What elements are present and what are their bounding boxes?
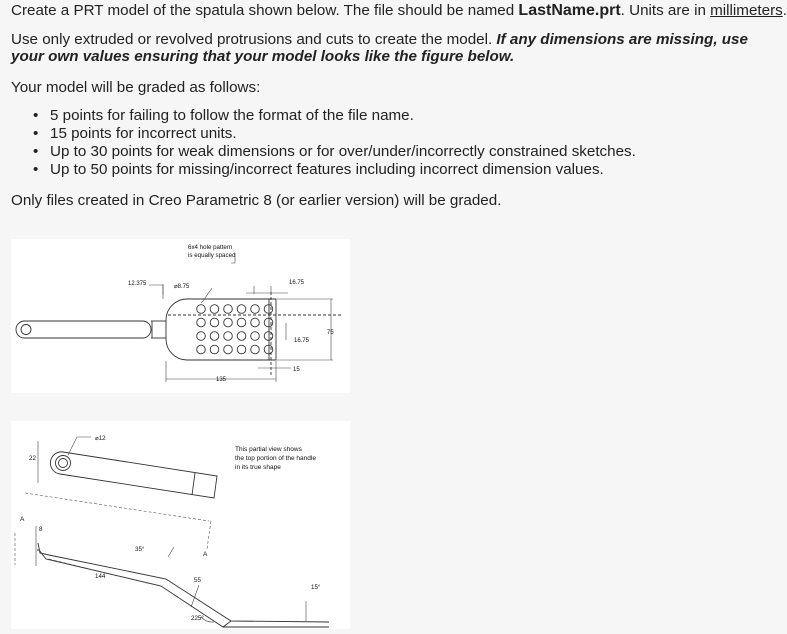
pattern-note-line-1: 6x4 hole pattern xyxy=(188,244,233,251)
top-view-drawing xyxy=(11,239,350,393)
partial-view-note-line-3: in its true shape xyxy=(235,464,281,471)
instruction-line-3-emph: your own values ensuring that your model looks like the figure below. xyxy=(11,48,515,65)
handle-hole xyxy=(21,325,31,335)
grading-item: • Up to 50 points for missing/incorrect features including incorrect dimension values. xyxy=(11,161,636,179)
partial-view-note-line-1: This partial view shows xyxy=(235,446,302,453)
leader-hole-dia xyxy=(201,288,212,303)
pattern-hole xyxy=(264,305,273,314)
pattern-hole xyxy=(251,345,260,354)
pattern-note-line-2: is equally spaced xyxy=(188,252,236,259)
pattern-hole xyxy=(224,345,233,354)
grading-list xyxy=(11,107,636,179)
partial-view-note-line-2: the top portion of the handle xyxy=(235,455,316,462)
instruction-line-1-post: . xyxy=(782,2,787,19)
dim-hole-dia-label: ⌀8.75 xyxy=(174,284,190,290)
pattern-hole xyxy=(237,345,246,354)
section-line-right xyxy=(207,521,211,549)
partial-handle-outline xyxy=(50,452,217,498)
pattern-hole xyxy=(210,345,219,354)
grading-item: • 15 points for incorrect units. xyxy=(11,125,636,143)
top-view-svg xyxy=(11,239,350,393)
instruction-line-2 xyxy=(11,31,748,49)
dim-144-label: 144 xyxy=(95,573,106,580)
side-view-svg xyxy=(11,421,350,629)
side-profile-top xyxy=(38,543,329,622)
instruction-line-1-pre: Create a PRT model of the spatula shown below. The file should be named xyxy=(11,2,519,19)
dim-dia12-label: ⌀12 xyxy=(95,435,106,442)
instruction-line-2-emph: If any dimensions are missing, use xyxy=(496,31,748,48)
pattern-hole xyxy=(264,345,273,354)
dim-15-label: 15 xyxy=(293,367,300,373)
instruction-line-3 xyxy=(11,48,514,66)
handle-outline xyxy=(16,321,151,338)
pattern-hole xyxy=(264,332,273,341)
pattern-hole xyxy=(210,318,219,327)
instruction-line-1-mid: . Units are in xyxy=(620,2,711,19)
instruction-line-2-pre: Use only extruded or revolved protrusions and cuts to create the model. xyxy=(11,31,497,48)
pattern-hole xyxy=(197,305,206,314)
grading-item: • 5 points for failing to follow the format of the file name. xyxy=(11,107,636,125)
pattern-hole xyxy=(224,318,233,327)
angle-15-label: 15° xyxy=(311,584,321,591)
dim-55-label: 55 xyxy=(194,577,201,584)
angle-35-label: 35° xyxy=(135,546,145,553)
pattern-hole xyxy=(210,332,219,341)
dim-12375-label: 12.375 xyxy=(128,281,147,287)
pattern-hole xyxy=(251,305,260,314)
pattern-hole xyxy=(197,318,206,327)
filename-text: LastName.prt xyxy=(518,2,621,19)
final-note: Only files created in Creo Parametric 8 (or earlier version) will be graded. xyxy=(11,192,502,209)
leader-35 xyxy=(168,547,174,557)
grading-intro: Your model will be graded as follows: xyxy=(11,79,261,96)
dim-8-label: 8 xyxy=(39,526,43,533)
pattern-hole xyxy=(197,332,206,341)
dim-135-label: 135 xyxy=(216,377,227,383)
projection-line-a xyxy=(25,493,209,521)
instruction-line-1 xyxy=(11,2,787,20)
pattern-hole xyxy=(264,318,273,327)
side-profile-joint xyxy=(223,621,231,627)
pattern-hole xyxy=(237,318,246,327)
dim-1675-top-label: 16.75 xyxy=(289,280,305,286)
section-label-a-left: A xyxy=(20,516,25,523)
pattern-hole xyxy=(237,305,246,314)
dim-1675-side-label: 16.75 xyxy=(294,338,310,344)
dim-22-label: 22 xyxy=(29,455,36,462)
partial-handle-hole-inner xyxy=(59,459,68,468)
grading-item: • Up to 30 points for weak dimensions or for over/under/incorrectly constrained sketches. xyxy=(11,143,636,161)
units-text: millimeters xyxy=(710,2,783,19)
dim-75-label: 75 xyxy=(327,330,334,336)
pattern-hole xyxy=(251,332,260,341)
pattern-hole xyxy=(251,318,260,327)
partial-handle-end-line xyxy=(192,473,195,495)
leader-dia12 xyxy=(68,437,91,455)
pattern-hole xyxy=(224,332,233,341)
section-label-a-right: A xyxy=(203,551,208,558)
pattern-hole xyxy=(210,305,219,314)
leader-12375 xyxy=(149,285,163,295)
pattern-hole xyxy=(237,332,246,341)
pattern-hole xyxy=(224,305,233,314)
side-view-drawing xyxy=(11,421,350,629)
angle-225-label: 225° xyxy=(191,615,204,622)
partial-handle-hole-outer xyxy=(56,456,71,471)
pattern-hole xyxy=(197,345,206,354)
hole-pattern xyxy=(197,305,273,354)
